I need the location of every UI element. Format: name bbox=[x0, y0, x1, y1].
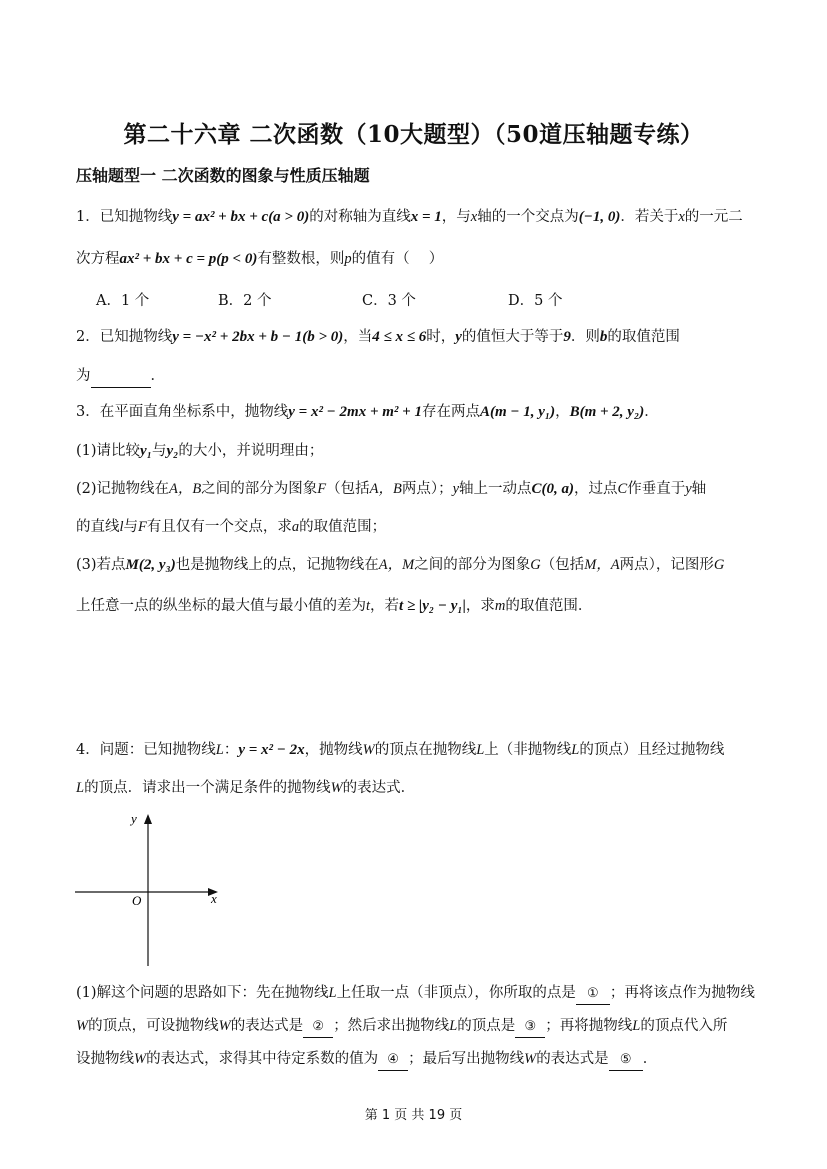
var-p: p bbox=[344, 251, 352, 267]
question-3-part-2-line-2 bbox=[76, 517, 386, 537]
q3-text: 轴 bbox=[691, 481, 707, 497]
q4-text: 上（非抛物线 bbox=[484, 742, 572, 758]
var-f: F bbox=[317, 481, 327, 497]
q2-text: 时， bbox=[426, 329, 456, 345]
q3-text: （包括 bbox=[540, 557, 585, 573]
var-l: L bbox=[215, 742, 224, 758]
question-4-part-1-line-1 bbox=[76, 983, 755, 1005]
q4-text: 的顶点代入所 bbox=[640, 1018, 728, 1034]
q1-formula-parabola: y = ax² + bx + c(a > 0) bbox=[172, 209, 310, 225]
var-x: x bbox=[678, 209, 685, 225]
var-l: L bbox=[328, 985, 337, 1001]
var-c: C bbox=[617, 481, 628, 497]
var-l: L bbox=[449, 1018, 458, 1034]
q4-text: 上任取一点（非顶点），你所取的点是 bbox=[336, 985, 576, 1001]
q4-text: ： bbox=[223, 742, 239, 758]
q2-text: 为 bbox=[76, 368, 91, 384]
page-footer: 第 1 页 共 19 页 bbox=[364, 1108, 463, 1123]
question-1-line-2 bbox=[76, 249, 443, 269]
var-f: F bbox=[138, 519, 147, 535]
q3-text: 存在两点 bbox=[421, 404, 480, 420]
q2-formula-b: b bbox=[599, 329, 608, 345]
question-3-part-3-line-1 bbox=[76, 555, 724, 575]
q3-text: ，若 bbox=[370, 598, 400, 614]
section-heading: 压轴题型一 二次函数的图象与性质压轴题 bbox=[76, 166, 370, 185]
q1-text: 轴的一个交点为 bbox=[477, 209, 579, 225]
q2-text: 的取值范围 bbox=[607, 329, 680, 345]
q3-formula-point-m: M(2, y₃) bbox=[125, 557, 176, 573]
q1-option-a: A．1 个 bbox=[96, 293, 150, 309]
question-4-part-1-line-2 bbox=[76, 1016, 727, 1038]
var-ab: A，B bbox=[169, 481, 202, 497]
q3-formula-point-c: C(0, a) bbox=[531, 481, 575, 497]
q3-formula-inequality: t ≥ |y₂ − y₁| bbox=[399, 598, 466, 614]
q3-text: 与 bbox=[151, 443, 167, 459]
q2-text: ，当 bbox=[343, 329, 373, 345]
q3-text: 之间的部分为图象 bbox=[414, 557, 531, 573]
q1-text: 的对称轴为直线 bbox=[309, 209, 411, 225]
q4-text: 4．问题：已知抛物线 bbox=[76, 742, 216, 758]
q1-text: 的一元二 bbox=[684, 209, 743, 225]
coordinate-axes-figure bbox=[70, 808, 230, 968]
q4-text: ；最后写出抛物线 bbox=[408, 1051, 525, 1067]
var-l: l bbox=[119, 519, 124, 535]
var-w: W bbox=[134, 1051, 147, 1067]
q4-text: 的顶点．请求出一个满足条件的抛物线 bbox=[84, 780, 331, 796]
q4-text: 的表达式，求得其中待定系数的值为 bbox=[146, 1051, 379, 1067]
var-ma: M，A bbox=[584, 557, 620, 573]
q1-text: 的值有（ ） bbox=[351, 251, 444, 267]
q3-formula-y1: y₁ bbox=[140, 443, 152, 459]
q1-text: ．若关于 bbox=[620, 209, 679, 225]
q3-formula-point-a: A(m − 1, y₁) bbox=[479, 404, 556, 420]
blank-3[interactable]: ③ bbox=[515, 1017, 545, 1038]
y-axis-arrow bbox=[144, 814, 152, 824]
question-3-part-3-line-2 bbox=[76, 596, 592, 616]
blank-5[interactable]: ⑤ bbox=[609, 1050, 643, 1071]
q4-text: (1)解这个问题的思路如下：先在抛物线 bbox=[76, 985, 329, 1001]
question-1-line-1 bbox=[76, 207, 743, 227]
q3-text: 的取值范围． bbox=[505, 598, 593, 614]
question-4-line-2 bbox=[76, 778, 415, 798]
question-3-line-1 bbox=[76, 402, 659, 422]
q3-text: 有且仅有一个交点，求 bbox=[146, 519, 292, 535]
q3-text: 两点）； bbox=[401, 481, 453, 497]
q3-text: 上任意一点的纵坐标的最大值与最小值的差为 bbox=[76, 598, 366, 614]
axis-x-label: x bbox=[211, 891, 217, 906]
q4-text: 的表达式是 bbox=[230, 1018, 304, 1034]
question-4-part-1-line-3 bbox=[76, 1049, 657, 1071]
q3-formula-point-b: B(m + 2, y₂) bbox=[569, 404, 645, 420]
question-2-line-2 bbox=[76, 366, 165, 388]
q3-text: ，过点 bbox=[574, 481, 618, 497]
q3-text: 3．在平面直角坐标系中，抛物线 bbox=[76, 404, 289, 420]
blank-2[interactable]: ② bbox=[303, 1017, 333, 1038]
blank-1[interactable]: ① bbox=[576, 984, 610, 1005]
q3-text: (3)若点 bbox=[76, 557, 126, 573]
var-w: W bbox=[218, 1018, 231, 1034]
q3-text: ． bbox=[644, 404, 659, 420]
q4-text: ． bbox=[642, 1051, 658, 1067]
q2-formula-parabola: y = −x² + 2bx + b − 1(b > 0) bbox=[172, 329, 344, 345]
q4-text: 的顶点在抛物线 bbox=[374, 742, 477, 758]
question-4-line-1 bbox=[76, 740, 724, 760]
page-title: 第二十六章 二次函数（10大题型）（50道压轴题专练） bbox=[123, 121, 704, 148]
q3-formula-parabola: y = x² − 2mx + m² + 1 bbox=[288, 404, 422, 420]
q3-text: 的取值范围； bbox=[299, 519, 387, 535]
var-m: m bbox=[494, 598, 506, 614]
var-x: x bbox=[470, 209, 478, 225]
var-y: y bbox=[685, 481, 692, 497]
blank-4[interactable]: ④ bbox=[378, 1050, 408, 1071]
q2-formula-9: 9 bbox=[563, 329, 571, 345]
q3-text: ， bbox=[555, 404, 570, 420]
q3-text: （包括 bbox=[326, 481, 370, 497]
axis-y-label: y bbox=[131, 811, 137, 826]
q4-text: 的顶点，可设抛物线 bbox=[88, 1018, 219, 1034]
q3-text: 两点），记图形 bbox=[619, 557, 714, 573]
q1-formula-axis: x = 1 bbox=[410, 209, 442, 225]
q4-text: ；再将该点作为抛物线 bbox=[609, 985, 755, 1001]
q3-text: ，求 bbox=[465, 598, 495, 614]
q2-text: 的值恒大于等于 bbox=[461, 329, 564, 345]
q3-text: (1)请比较 bbox=[76, 443, 141, 459]
question-3-part-1 bbox=[76, 441, 323, 461]
q4-text: ；再将抛物线 bbox=[545, 1018, 633, 1034]
q2-text: 2．已知抛物线 bbox=[76, 329, 173, 345]
var-l: L bbox=[76, 780, 85, 796]
q1-text: 1．已知抛物线 bbox=[76, 209, 173, 225]
q1-option-c: C．3 个 bbox=[362, 293, 416, 309]
q1-option-d: D．5 个 bbox=[508, 293, 563, 309]
q1-text: 有整数根，则 bbox=[257, 251, 345, 267]
var-l: L bbox=[476, 742, 485, 758]
q1-text: 次方程 bbox=[76, 251, 120, 267]
var-w: W bbox=[362, 742, 375, 758]
var-w: W bbox=[76, 1018, 89, 1034]
q1-option-b: B．2 个 bbox=[218, 293, 272, 309]
q1-formula-point: (−1, 0) bbox=[578, 209, 621, 225]
q4-text: ；然后求出抛物线 bbox=[333, 1018, 450, 1034]
var-g: G bbox=[713, 557, 725, 573]
var-g: G bbox=[530, 557, 541, 573]
origin-label: O bbox=[132, 893, 142, 908]
var-am: A，M bbox=[378, 557, 415, 573]
var-w: W bbox=[330, 780, 343, 796]
q4-text: 的顶点是 bbox=[457, 1018, 516, 1034]
var-l: L bbox=[571, 742, 580, 758]
q2-formula-y: y bbox=[455, 329, 462, 345]
q4-text: 的顶点）且经过抛物线 bbox=[579, 742, 725, 758]
var-t: t bbox=[366, 598, 371, 614]
q1-formula-equation: ax² + bx + c = p(p < 0) bbox=[119, 251, 258, 267]
q3-text: 与 bbox=[123, 519, 139, 535]
q2-text: ．则 bbox=[570, 329, 600, 345]
q3-formula-y2: y₂ bbox=[166, 443, 179, 459]
q2-formula-range: 4 ≤ x ≤ 6 bbox=[372, 329, 427, 345]
var-ab: A，B bbox=[369, 481, 402, 497]
q2-answer-blank[interactable] bbox=[91, 367, 151, 388]
q3-text: 作垂直于 bbox=[627, 481, 686, 497]
q4-text: ，抛物线 bbox=[304, 742, 363, 758]
q4-text: 的表达式． bbox=[342, 780, 416, 796]
q3-text: 的大小，并说明理由； bbox=[178, 443, 324, 459]
q3-text: 也是抛物线上的点，记抛物线在 bbox=[175, 557, 379, 573]
q4-formula-parabola: y = x² − 2x bbox=[238, 742, 305, 758]
var-l: L bbox=[632, 1018, 641, 1034]
q2-text: ． bbox=[150, 368, 165, 384]
var-y: y bbox=[452, 481, 460, 497]
question-2-line-1 bbox=[76, 327, 680, 347]
question-3-part-2-line-1 bbox=[76, 479, 706, 499]
q1-text: ，与 bbox=[441, 209, 471, 225]
var-w: W bbox=[524, 1051, 537, 1067]
q3-text: (2)记抛物线在 bbox=[76, 481, 170, 497]
q4-text: 设抛物线 bbox=[76, 1051, 134, 1067]
q3-text: 之间的部分为图象 bbox=[201, 481, 318, 497]
var-a: a bbox=[291, 519, 300, 535]
q3-text: 的直线 bbox=[76, 519, 120, 535]
q4-text: 的表达式是 bbox=[536, 1051, 609, 1067]
q3-text: 轴上一动点 bbox=[459, 481, 532, 497]
